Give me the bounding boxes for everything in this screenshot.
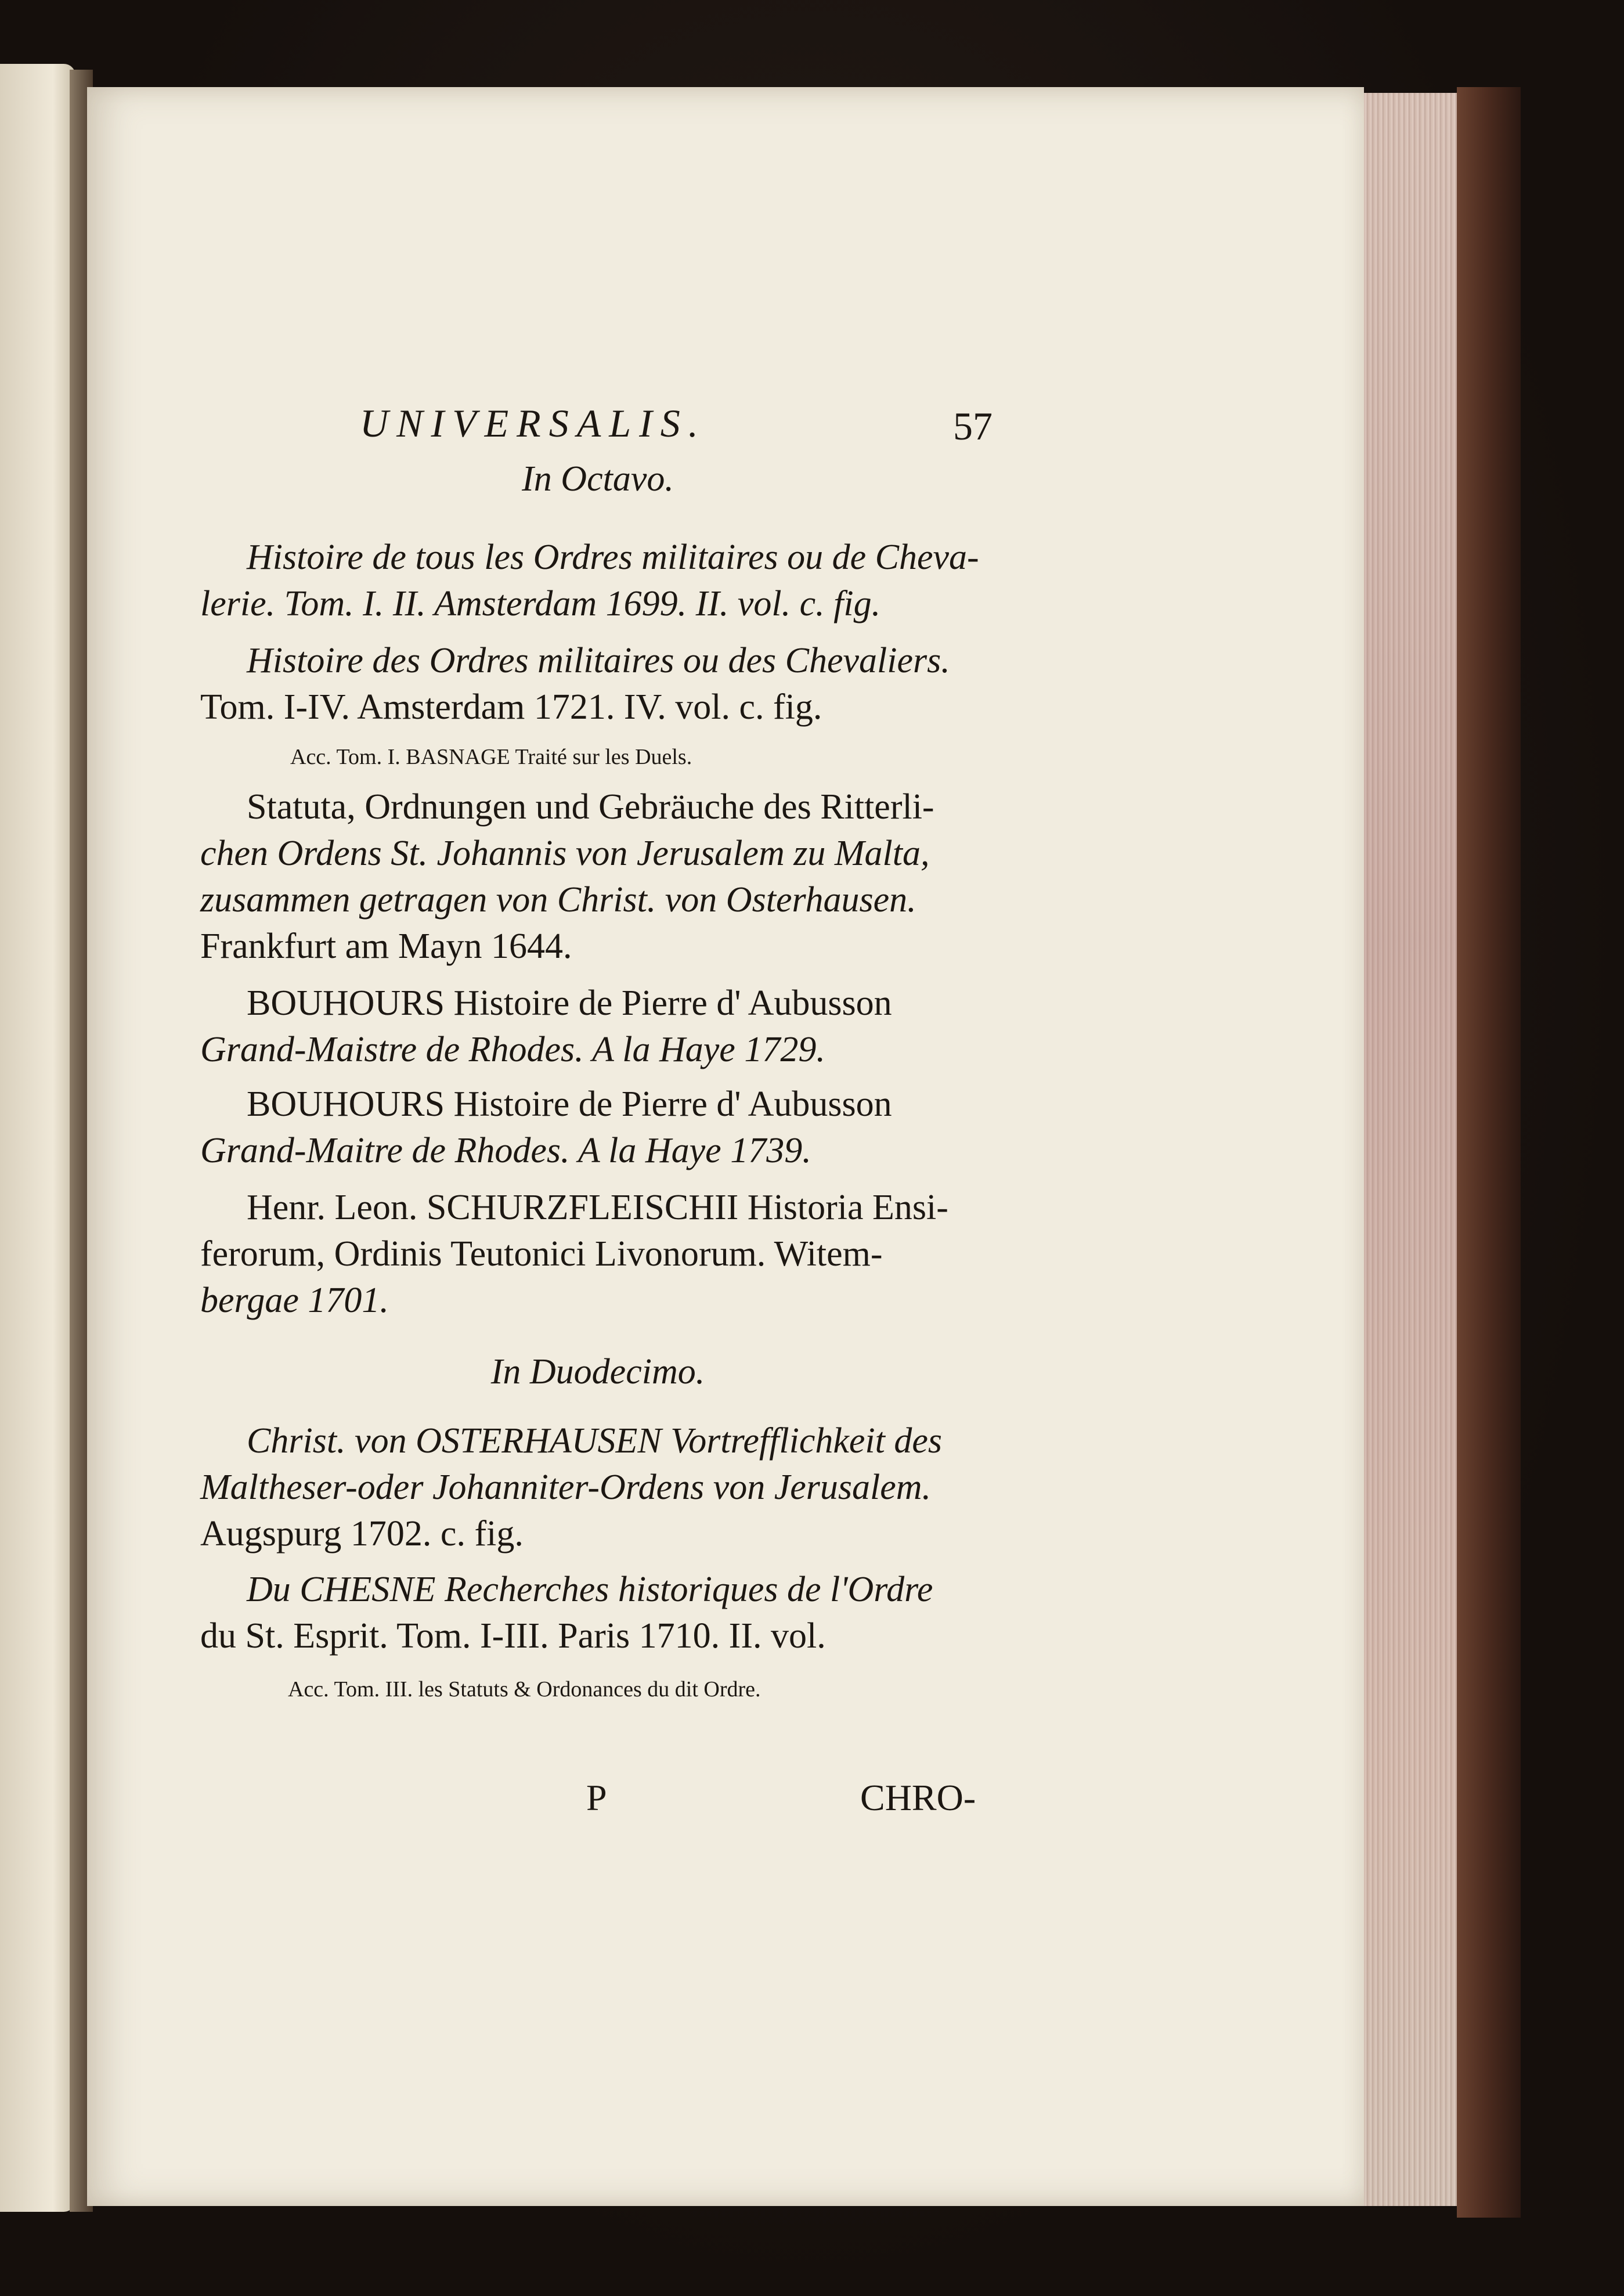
entry-line: lerie. Tom. I. II. Amsterdam 1699. II. vol. c. fig.: [200, 584, 881, 623]
entry-2: [200, 637, 995, 730]
signature-mark: P: [586, 1777, 607, 1818]
entry-6: [200, 1184, 995, 1324]
entry-8: [200, 1566, 995, 1659]
entry-line: BOUHOURS Histoire de Pierre d' Aubusson: [247, 1084, 892, 1124]
page-number: 57: [953, 404, 993, 448]
entry-line: zusammen getragen von Christ. von Osterhausen.: [200, 880, 916, 920]
catchword: CHRO-: [860, 1777, 976, 1818]
facing-page-edge: [0, 64, 75, 2212]
section-heading-duodecimo: In Duodecimo.: [490, 1352, 705, 1392]
entry-line: BOUHOURS Histoire de Pierre d' Aubusson: [247, 983, 892, 1023]
entry-line: Henr. Leon. SCHURZFLEISCHII Historia Ensi-: [247, 1188, 948, 1227]
entry-2-note: Acc. Tom. I. BASNAGE Traité sur les Duels.: [290, 745, 692, 769]
entry-line: Statuta, Ordnungen und Gebräuche des Ritterli-: [247, 787, 934, 827]
entry-line: Maltheser-oder Johanniter-Ordens von Jerusalem.: [200, 1468, 932, 1507]
entry-line: Frankfurt am Mayn 1644.: [200, 927, 572, 966]
entry-8-note: Acc. Tom. III. les Statuts & Ordonances du dit Ordre.: [288, 1677, 761, 1702]
entry-7: [200, 1418, 995, 1557]
entry-line: ferorum, Ordinis Teutonici Livonorum. Witem-: [200, 1234, 883, 1274]
entry-line: Christ. von OSTERHAUSEN Vortrefflichkeit des: [247, 1421, 942, 1461]
entry-line: Histoire des Ordres militaires ou des Chevaliers.: [247, 641, 950, 680]
entry-line: chen Ordens St. Johannis von Jerusalem zu Malta,: [200, 834, 930, 873]
running-head: UNIVERSALIS.: [360, 401, 706, 445]
entry-4: [200, 980, 995, 1073]
page-edge-tint: [1364, 93, 1457, 2206]
entry-1: [200, 534, 995, 627]
entry-line: bergae 1701.: [200, 1281, 389, 1320]
entry-3: [200, 784, 995, 969]
entry-line: Du CHESNE Recherches historiques de l'Ordre: [247, 1570, 933, 1609]
entry-line: Grand-Maitre de Rhodes. A la Haye 1739.: [200, 1131, 811, 1170]
entry-line: Tom. I-IV. Amsterdam 1721. IV. vol. c. fig.: [200, 687, 822, 727]
entry-line: du St. Esprit. Tom. I-III. Paris 1710. II. vol.: [200, 1616, 826, 1656]
entry-line: Histoire de tous les Ordres militaires ou de Cheva-: [247, 538, 979, 577]
entry-5: [200, 1081, 995, 1174]
entry-line: Augspurg 1702. c. fig.: [200, 1514, 524, 1554]
book-cover: [1457, 87, 1521, 2218]
section-heading-octavo: In Octavo.: [522, 459, 674, 499]
entry-line: Grand-Maistre de Rhodes. A la Haye 1729.: [200, 1030, 825, 1069]
